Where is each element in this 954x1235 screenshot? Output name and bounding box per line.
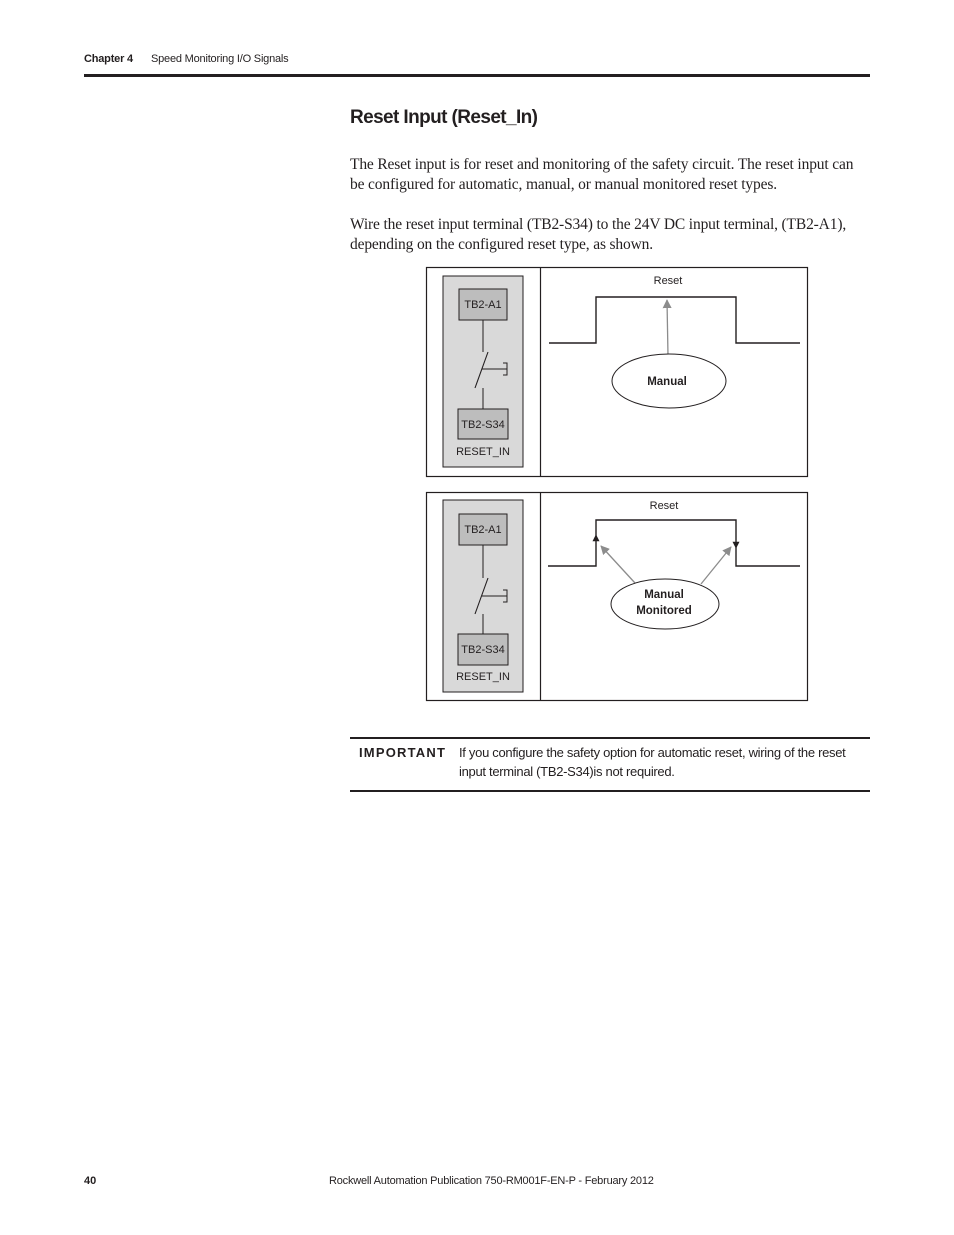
header-title: Speed Monitoring I/O Signals: [151, 53, 289, 65]
terminal-top-label: TB2-A1: [464, 299, 502, 311]
waveform-label: Reset: [653, 275, 683, 287]
diagram-manual-monitored: [427, 493, 808, 701]
header-chapter: Chapter 4: [84, 53, 133, 65]
diagram-manual: [427, 268, 808, 477]
signal-label: RESET_IN: [456, 671, 510, 683]
paragraph-2: Wire the reset input terminal (TB2-S34) to the 24V DC input terminal, (TB2-A1), depending on the configured reset type, as shown.: [350, 216, 847, 253]
manual-arrow: [667, 300, 668, 356]
section-title: Reset Input (Reset_In): [350, 107, 538, 128]
important-rule-bottom: [350, 790, 870, 792]
important-text: If you configure the safety option for automatic reset, wiring of the reset input terminal (TB2-S34)is not required.: [459, 745, 846, 779]
important-rule-top: [350, 737, 870, 739]
waveform-label: Reset: [649, 500, 679, 512]
publication-info: Rockwell Automation Publication 750-RM001F-EN-P - February 2012: [329, 1175, 654, 1187]
reset-waveform: [549, 297, 800, 343]
rising-edge-arrow: [601, 546, 635, 583]
mode-label: Manual: [647, 376, 687, 388]
paragraph-1: The Reset input is for reset and monitoring of the safety circuit. The reset input can be configured for automatic, manual, or manual monitored reset types.: [350, 156, 854, 193]
terminal-bottom-label: TB2-S34: [461, 419, 505, 431]
important-label: IMPORTANT: [359, 745, 447, 760]
falling-edge-arrow: [701, 547, 731, 584]
page-number: 40: [84, 1175, 97, 1187]
terminal-top-label: TB2-A1: [464, 524, 502, 536]
terminal-bottom-label: TB2-S34: [461, 644, 505, 656]
mode-label-line-1: Manual: [644, 589, 684, 601]
reset-waveform: [548, 520, 800, 566]
mode-label-line-2: Monitored: [636, 605, 692, 617]
signal-label: RESET_IN: [456, 446, 510, 458]
mode-ellipse: [611, 579, 719, 629]
